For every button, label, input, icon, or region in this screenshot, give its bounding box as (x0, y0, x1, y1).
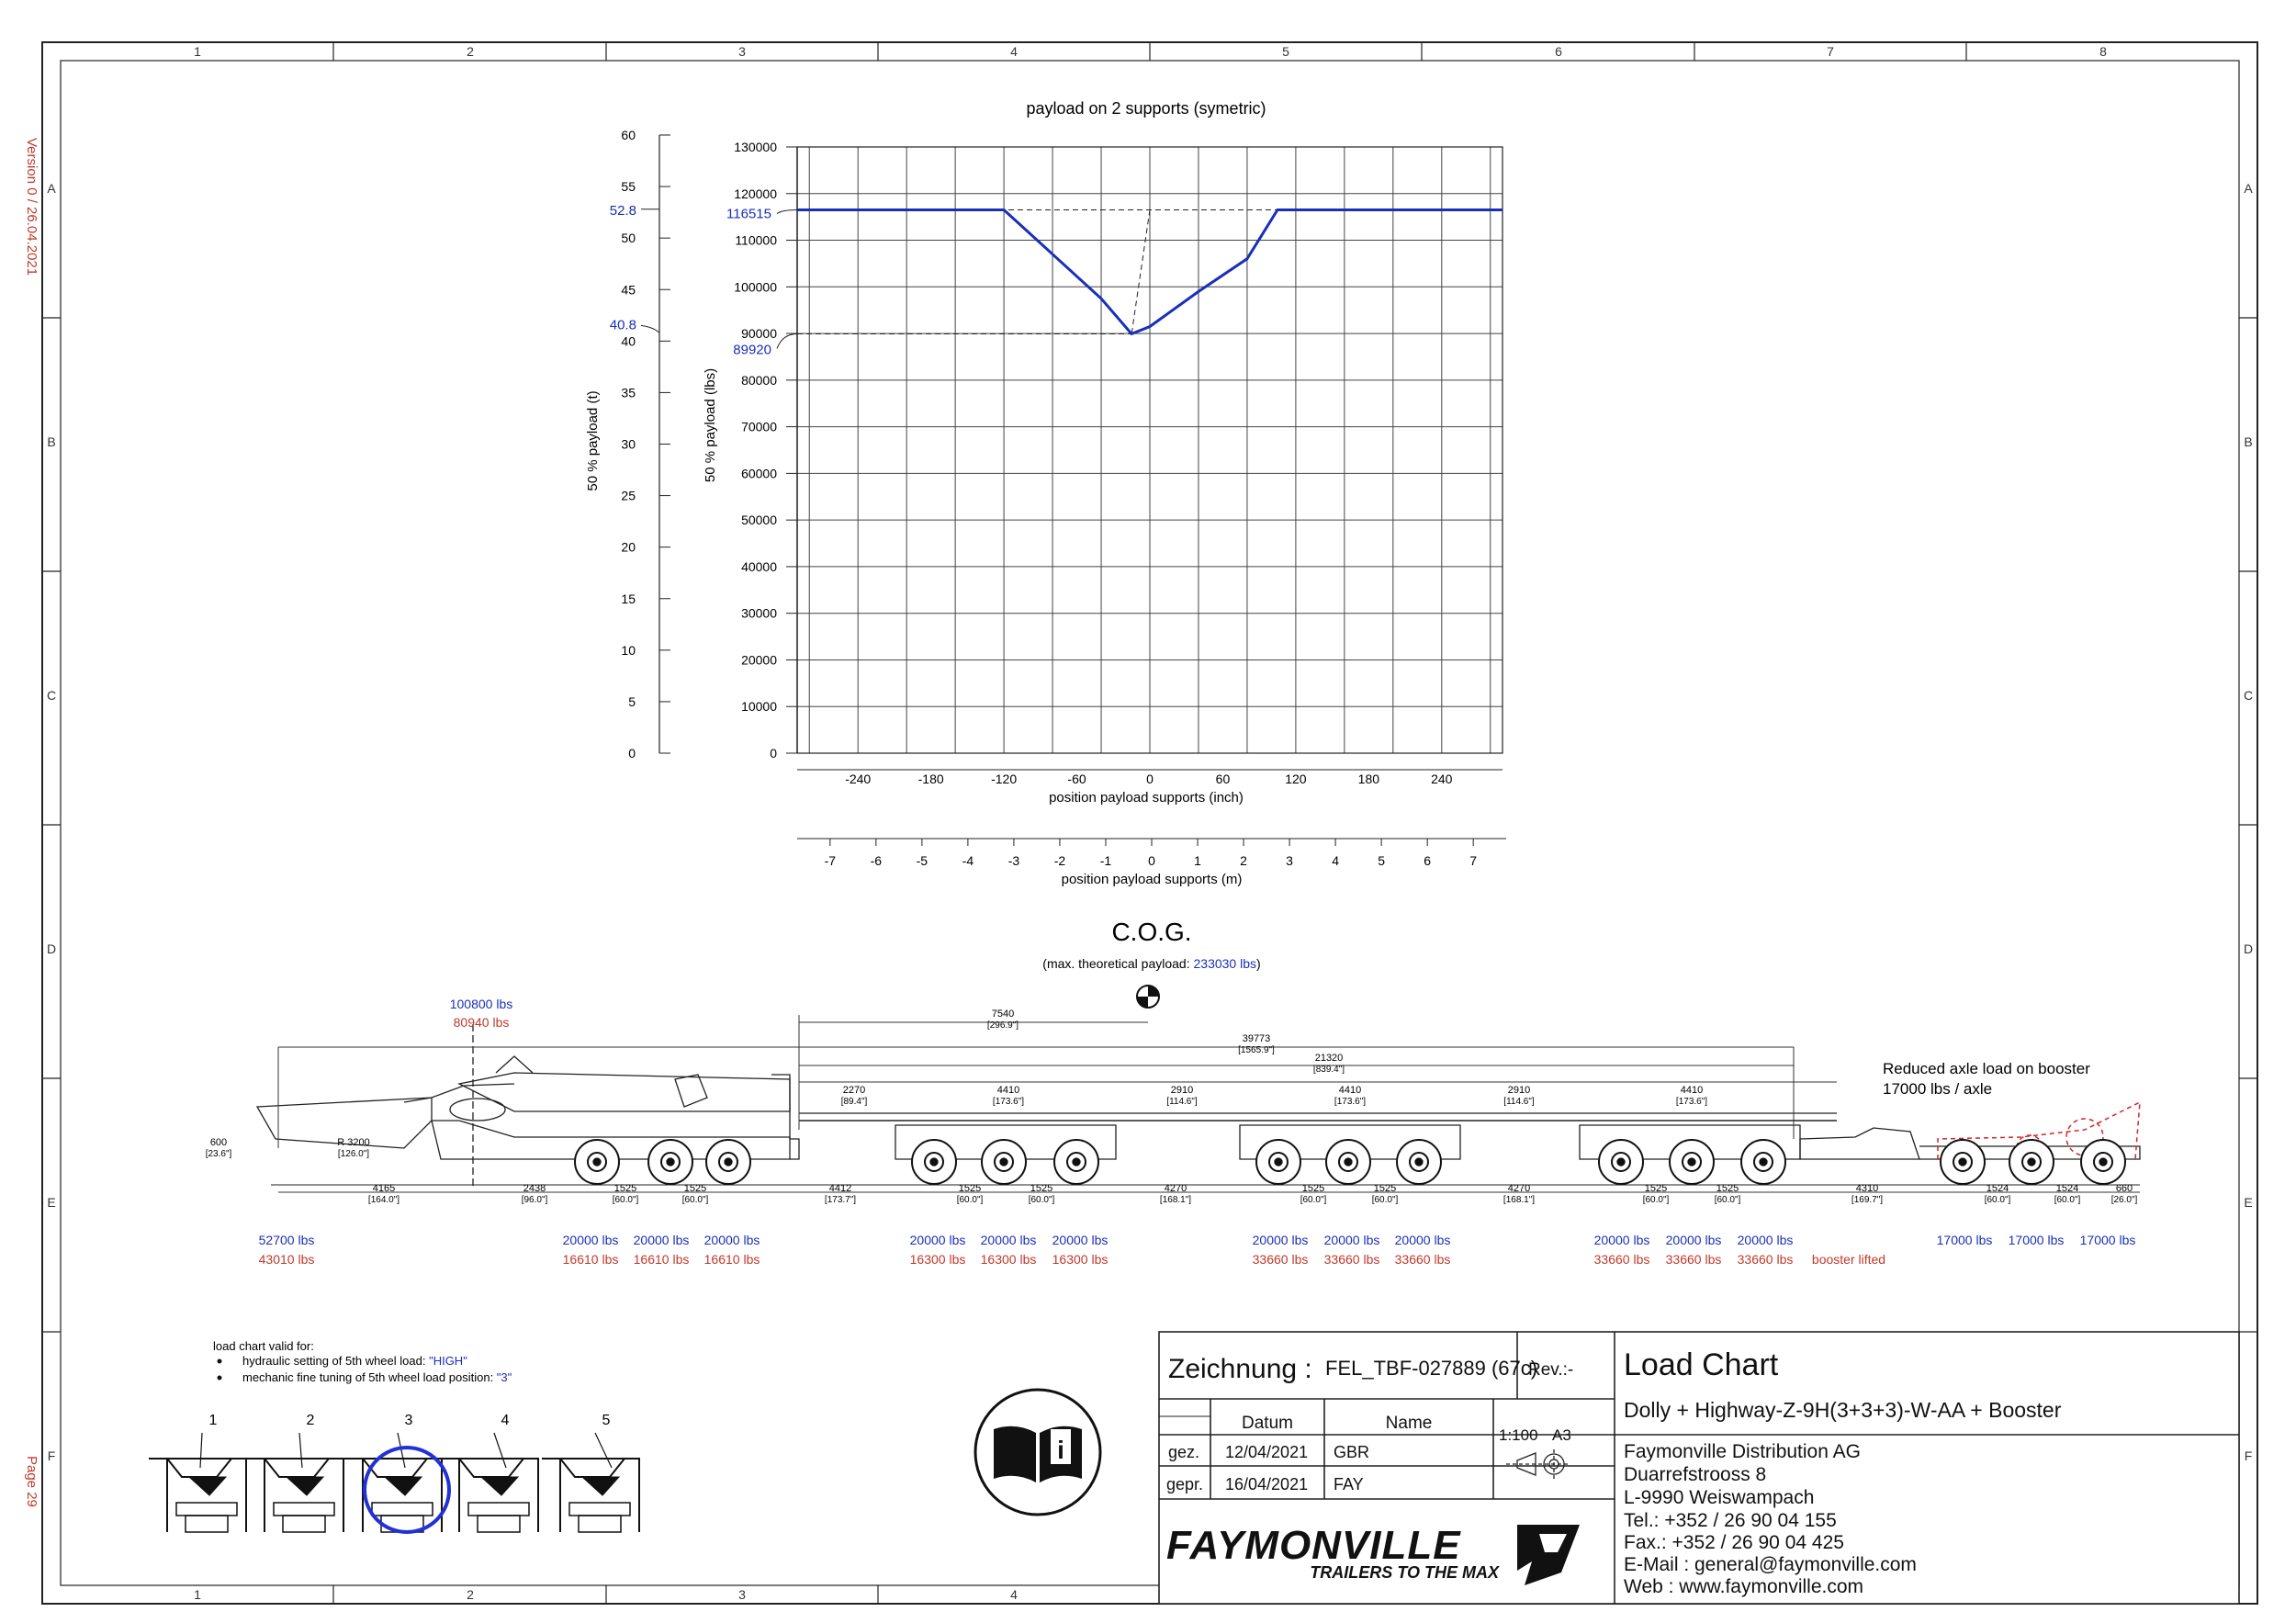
wheel-axle-icon (1073, 1158, 1080, 1166)
company-street: Duarrefstrooss 8 (1624, 1464, 1767, 1485)
dimension-inch: [164.0"] (367, 1195, 400, 1205)
position-label: 1 (208, 1413, 218, 1428)
row-label: E (47, 1195, 56, 1210)
frame-lines (149, 1459, 246, 1532)
col-label: 1 (194, 44, 201, 59)
axle-load-blue: 20000 lbs (703, 1233, 760, 1247)
col-label: 3 (738, 44, 746, 59)
cog-section (1042, 918, 1260, 1008)
doc-subtitle: Dolly + Highway-Z-9H(3+3+3)-W-AA + Booster (1624, 1398, 2062, 1422)
valid-note-line1: hydraulic setting of 5th wheel load: "HIGH" (242, 1354, 467, 1368)
company-tel: Tel.: +352 / 26 90 04 155 (1624, 1510, 1837, 1531)
row-label: B (47, 434, 56, 449)
col-label: 5 (1282, 44, 1289, 59)
y-tick-label-t: 0 (628, 746, 636, 761)
col-label: 2 (467, 1587, 474, 1602)
wheel-axle-icon (1617, 1158, 1625, 1166)
x-tick-label-inch: -180 (917, 772, 944, 786)
wheel-axle-icon (1000, 1158, 1007, 1166)
gez-date: 12/04/2021 (1225, 1443, 1309, 1461)
base (176, 1503, 237, 1516)
x-tick-label-inch: -120 (991, 772, 1018, 786)
x-tick-label-m: -5 (916, 853, 929, 868)
dimension-value: 1525 (1373, 1183, 1397, 1194)
dimension-value: 4410 (996, 1085, 1020, 1096)
row-label: A (47, 181, 56, 196)
row-label: D (2243, 941, 2254, 956)
dimension-value: 4270 (1507, 1183, 1531, 1194)
axle-load-blue: 20000 lbs (1394, 1233, 1451, 1247)
x-tick-label-m: 0 (1148, 853, 1155, 868)
wheel-axle-icon (667, 1158, 674, 1166)
x-tick-label-m: 7 (1469, 853, 1478, 868)
valid-note-line2: mechanic fine tuning of 5th wheel load position: "3" (242, 1370, 512, 1384)
y-tick-label-lbs: 60000 (741, 466, 777, 481)
axle-load-blue: 20000 lbs (1593, 1233, 1650, 1247)
chart-grid (797, 147, 1503, 753)
frame-lines (441, 1459, 538, 1532)
dimension-inch: [89.4"] (840, 1097, 868, 1107)
company-email: E-Mail : general@faymonville.com (1624, 1554, 1917, 1575)
leader (398, 1433, 405, 1468)
x-axis-label-m: position payload supports (m) (1061, 872, 1243, 887)
axle-load-blue: 20000 lbs (1737, 1233, 1794, 1247)
position-5-icon (542, 1413, 639, 1532)
x-tick-label-m: 2 (1240, 853, 1247, 868)
axle-load-blue: 20000 lbs (633, 1233, 690, 1247)
y-tick-label-lbs: 100000 (734, 279, 777, 295)
payload-chart (585, 99, 1506, 887)
wheel-axle-icon (1959, 1158, 1966, 1166)
name-header: Name (1385, 1414, 1433, 1433)
column (283, 1516, 325, 1532)
company-city: L-9990 Weiswampach (1624, 1487, 1815, 1508)
dimension-inch: [169.7"] (1851, 1195, 1884, 1205)
max-value-t-label: 52.8 (609, 202, 636, 219)
wheel-group (575, 1140, 2125, 1184)
dimension-value: 2910 (1507, 1085, 1531, 1096)
position-3-icon (344, 1413, 449, 1532)
dimension-inch: [60.0"] (1984, 1195, 2011, 1205)
position-1-icon (149, 1413, 246, 1532)
base (468, 1503, 529, 1516)
dimension-value: 4410 (1680, 1085, 1704, 1096)
axle-load-blue: 17000 lbs (2079, 1233, 2136, 1247)
y-tick-label-lbs: 110000 (735, 232, 777, 248)
kingpin (287, 1477, 323, 1495)
dimension-labels (206, 1009, 2138, 1205)
x-tick-label-inch: 120 (1285, 772, 1307, 786)
y-tick-label-lbs: 30000 (741, 605, 777, 621)
col-label: 4 (1010, 44, 1018, 59)
min-value-lbs-label: 89920 (733, 342, 771, 358)
plate (560, 1459, 625, 1477)
row-label: A (2244, 181, 2253, 196)
y-tick-label-lbs: 80000 (741, 372, 777, 388)
position-label: 4 (501, 1413, 510, 1428)
y-tick-label-lbs: 20000 (741, 652, 777, 668)
axle-load-red: 33660 lbs (1394, 1252, 1451, 1267)
x-tick-label-m: -3 (1007, 853, 1020, 868)
column (478, 1516, 520, 1532)
wheel-axle-icon (1345, 1158, 1352, 1166)
dimension-inch: [60.0"] (1714, 1195, 1741, 1205)
dimension-inch: [60.0"] (1028, 1195, 1055, 1205)
dimension-value: 1525 (958, 1183, 982, 1194)
axle-load-blue: 20000 lbs (1665, 1233, 1722, 1247)
dimension-inch: [173.6"] (1675, 1097, 1708, 1107)
valid-note (213, 1339, 512, 1384)
dimension-value: 1524 (1986, 1183, 2009, 1194)
column (579, 1516, 621, 1532)
wheel-axle-icon (593, 1158, 601, 1166)
y-tick-label-lbs: 40000 (741, 558, 777, 574)
dimension-inch: [60.0"] (2054, 1195, 2081, 1205)
position-label: 2 (306, 1413, 315, 1428)
axle-load-red: 33660 lbs (1252, 1252, 1309, 1267)
axle-load-red: 16610 lbs (562, 1252, 619, 1267)
wheel-axle-icon (2028, 1158, 2035, 1166)
dimension-value: 2438 (523, 1183, 546, 1194)
dimension-inch: [1565.9"] (1238, 1045, 1275, 1055)
dimension-inch: [60.0"] (956, 1195, 984, 1205)
y-tick-label-t: 35 (621, 385, 636, 400)
dimension-value: 4410 (1338, 1085, 1362, 1096)
dimension-inch: [60.0"] (681, 1195, 709, 1205)
x-tick-label-inch: -60 (1067, 772, 1086, 786)
dimension-inch: [26.0"] (2110, 1195, 2138, 1205)
axle-load-blue: 20000 lbs (1323, 1233, 1380, 1247)
y-tick-label-t: 10 (621, 642, 636, 658)
kingpin (582, 1477, 619, 1495)
base (569, 1503, 630, 1516)
col-label: 4 (1010, 1587, 1018, 1602)
x-tick-label-m: -4 (962, 853, 974, 868)
axle-load-blue: 17000 lbs (2008, 1233, 2065, 1247)
wheel-axle-icon (930, 1158, 938, 1166)
kingpin (189, 1477, 226, 1495)
axle-load-blue: 20000 lbs (980, 1233, 1037, 1247)
dimension-value: 1525 (1301, 1183, 1325, 1194)
dimension-inch: [60.0"] (1642, 1195, 1670, 1205)
axle-load-blue: 20000 lbs (1252, 1233, 1309, 1247)
leader (299, 1433, 302, 1468)
row-label: C (46, 688, 57, 703)
axle-load-red: 16300 lbs (1052, 1252, 1109, 1267)
company-name: Faymonville Distribution AG (1624, 1441, 1861, 1462)
dimension-inch: [114.6"] (1503, 1097, 1535, 1107)
brand-slogan: TRAILERS TO THE MAX (1310, 1563, 1499, 1582)
kingpin-load-blue: 100800 lbs (449, 997, 513, 1011)
leader-min-t (641, 325, 659, 332)
axle-load-red: 16610 lbs (633, 1252, 690, 1267)
y-tick-label-t: 25 (621, 488, 636, 503)
y-tick-label-lbs: 90000 (741, 326, 777, 342)
axle-load-red: 33660 lbs (1593, 1252, 1650, 1267)
dimension-inch: [23.6"] (205, 1149, 232, 1159)
dimension-value: 21320 (1314, 1053, 1344, 1064)
col-label: 7 (1827, 44, 1834, 59)
drawing-number: FEL_TBF-027889 (67c) (1325, 1357, 1538, 1380)
x-tick-label-m: 1 (1194, 853, 1201, 868)
x-tick-label-m: 4 (1332, 853, 1340, 868)
cog-title: C.O.G. (1111, 918, 1192, 946)
base (372, 1503, 433, 1516)
fifth-wheel-positions (149, 1413, 639, 1532)
column (186, 1516, 228, 1532)
scale: 1:100 (1499, 1426, 1538, 1444)
axle-load-blue: 20000 lbs (1052, 1233, 1109, 1247)
plate (167, 1459, 231, 1477)
row-label: F (2244, 1448, 2253, 1463)
kingpin-load-red: 80940 lbs (453, 1015, 510, 1030)
row-label: C (2243, 688, 2254, 703)
valid-note-title: load chart valid for: (213, 1339, 314, 1353)
position-label: 5 (602, 1413, 611, 1428)
x-tick-label-m: -1 (1099, 853, 1112, 868)
y-tick-label-t: 30 (621, 436, 636, 452)
leader (494, 1433, 506, 1468)
y-axis-label-t: 50 % payload (t) (585, 390, 601, 491)
x-tick-label-m: 6 (1424, 853, 1432, 868)
axle-load-red: 33660 lbs (1737, 1252, 1794, 1267)
wheel-axle-icon (2099, 1158, 2107, 1166)
dimension-value: 4310 (1855, 1183, 1879, 1194)
axle-load-red: 33660 lbs (1323, 1252, 1380, 1267)
x-tick-label-m: -6 (870, 853, 883, 868)
col-label: 6 (1555, 44, 1562, 59)
y-tick-label-t: 50 (621, 231, 636, 246)
brand-name: FAYMONVILLE (1166, 1523, 1461, 1568)
dimension-value: 2910 (1170, 1085, 1194, 1096)
min-value-t-label: 40.8 (609, 317, 636, 333)
x-tick-label-m: -2 (1053, 853, 1066, 868)
col-label: 8 (2099, 44, 2107, 59)
manual-info-icon (975, 1390, 1100, 1515)
x-axis-label-inch: position payload supports (inch) (1049, 790, 1244, 806)
x-tick-label-inch: -240 (845, 772, 872, 786)
x-tick-label-m: 3 (1286, 853, 1293, 868)
frame-lines (542, 1459, 639, 1532)
col-label: 2 (467, 44, 474, 59)
y-tick-label-lbs: 10000 (741, 699, 777, 715)
y-tick-label-t: 45 (621, 282, 636, 298)
row-label: B (2244, 434, 2253, 449)
version-text: Version 0 / 26.04.2021 (24, 138, 39, 276)
y-axis-label-lbs: 50 % payload (lbs) (703, 367, 718, 483)
y-tick-label-lbs: 70000 (741, 419, 777, 434)
x-tick-label-inch: 60 (1215, 772, 1231, 786)
position-4-icon (441, 1413, 538, 1532)
dimension-inch: [168.1"] (1503, 1195, 1536, 1205)
dimension-value: 4412 (828, 1183, 852, 1194)
dimension-inch: [296.9"] (986, 1020, 1019, 1031)
max-value-lbs-label: 116515 (726, 206, 771, 222)
axle-load-red: 16610 lbs (703, 1252, 760, 1267)
dimension-inch: [96.0"] (521, 1195, 548, 1205)
position-2-icon (246, 1413, 343, 1532)
x-tick-label-inch: 240 (1431, 772, 1453, 786)
dimension-inch: [60.0"] (1300, 1195, 1327, 1205)
doc-title: Load Chart (1624, 1347, 1779, 1382)
leader-max-lbs (777, 209, 797, 213)
axle-load-red: 33660 lbs (1665, 1252, 1722, 1267)
base (274, 1503, 334, 1516)
chart-axes (621, 128, 1506, 868)
frame-lines (246, 1459, 343, 1532)
wheel-axle-icon (1275, 1158, 1282, 1166)
col-label: 1 (194, 1587, 201, 1602)
x-tick-label-m: -7 (824, 853, 837, 868)
y-tick-label-lbs: 120000 (734, 186, 777, 201)
dimension-inch: [60.0"] (612, 1195, 639, 1205)
zeichnung-label: Zeichnung : (1168, 1354, 1312, 1384)
axle-load-red: 16300 lbs (909, 1252, 966, 1267)
dimension-value: 1524 (2055, 1183, 2079, 1194)
dimension-value: 600 (209, 1137, 228, 1148)
booster-note-line1: Reduced axle load on booster (1883, 1060, 2090, 1077)
axle-load-table (259, 1233, 2136, 1267)
chart-title: payload on 2 supports (symetric) (1026, 99, 1266, 118)
leader (595, 1433, 612, 1468)
y-tick-label-t: 20 (621, 539, 636, 555)
cog-note: (max. theoretical payload: 233030 lbs) (1042, 956, 1261, 971)
axle-load-blue: 20000 lbs (562, 1233, 619, 1247)
dimension-value: 1525 (613, 1183, 637, 1194)
dimension-inch: [126.0"] (337, 1149, 370, 1159)
trailer-drawing (257, 1015, 2140, 1192)
dimension-value: 1525 (683, 1183, 707, 1194)
axle-load-red: 16300 lbs (980, 1252, 1037, 1267)
y-tick-label-lbs: 50000 (741, 513, 777, 528)
y-tick-label-lbs: 0 (770, 746, 777, 761)
datum-header: Datum (1242, 1414, 1293, 1433)
gepr-label: gepr. (1166, 1475, 1204, 1493)
wheel-axle-icon (725, 1158, 732, 1166)
axle-load-blue: 17000 lbs (1936, 1233, 1993, 1247)
wheel-axle-icon (1760, 1158, 1767, 1166)
dimension-inch: [114.6"] (1166, 1097, 1198, 1107)
dimension-value: 4270 (1164, 1183, 1187, 1194)
booster-note-line2: 17000 lbs / axle (1883, 1080, 1993, 1098)
gepr-date: 16/04/2021 (1225, 1475, 1309, 1493)
x-tick-label-inch: 180 (1357, 772, 1380, 786)
kingpin (385, 1477, 422, 1495)
axle-load-blue: 20000 lbs (909, 1233, 966, 1247)
y-tick-label-t: 40 (621, 333, 636, 349)
axle-load-red: booster lifted (1811, 1252, 1886, 1267)
cog-symbol-icon (1137, 986, 1159, 1008)
cog-ref-line (1131, 209, 1150, 333)
axle-load-blue: 52700 lbs (258, 1233, 315, 1247)
wheel-axle-icon (1415, 1158, 1423, 1166)
plate (264, 1459, 329, 1477)
y-tick-label-lbs: 130000 (734, 140, 777, 154)
y-tick-label-t: 15 (621, 591, 636, 606)
frame-lines (344, 1459, 442, 1532)
x-tick-label-inch: 0 (1146, 772, 1154, 786)
dimension-value: 39773 (1242, 1033, 1271, 1044)
x-tick-label-m: 5 (1378, 853, 1386, 868)
dimension-value: 7540 (991, 1009, 1015, 1020)
axle-load-red: 43010 lbs (258, 1252, 315, 1267)
y-tick-label-t: 5 (628, 693, 636, 709)
paper-format: A3 (1552, 1426, 1571, 1444)
dimension-value: 1525 (1716, 1183, 1739, 1194)
company-web: Web : www.faymonville.com (1624, 1576, 1864, 1597)
row-label: D (46, 941, 57, 956)
dimension-inch: [173.7"] (824, 1195, 857, 1205)
page-number: Page 29 (24, 1456, 39, 1507)
gez-label: gez. (1168, 1443, 1200, 1461)
kingpin (481, 1477, 518, 1495)
dimension-inch: [60.0"] (1371, 1195, 1399, 1205)
dimension-inch: [173.6"] (1334, 1097, 1367, 1107)
dimension-value: 1525 (1644, 1183, 1668, 1194)
dimension-value: 660 (2115, 1183, 2133, 1194)
dimension-inch: [168.1"] (1159, 1195, 1192, 1205)
leader (200, 1433, 202, 1468)
dimension-inch: [839.4"] (1312, 1065, 1345, 1075)
leader-min-lbs (777, 333, 797, 348)
plate (459, 1459, 523, 1477)
dimension-value: 1525 (1030, 1183, 1053, 1194)
info-letter: i (1057, 1436, 1064, 1464)
y-tick-label-t: 60 (621, 128, 636, 142)
dimension-value: 4165 (372, 1183, 396, 1194)
company-fax: Fax.: +352 / 26 90 04 425 (1624, 1532, 1844, 1553)
gez-name: GBR (1334, 1443, 1370, 1461)
dimension-value: R 3200 (337, 1137, 370, 1148)
gepr-name: FAY (1334, 1475, 1364, 1493)
y-tick-label-t: 55 (621, 179, 636, 195)
row-label: F (47, 1448, 56, 1463)
revision-label: Rev.:- (1528, 1360, 1574, 1380)
wheel-axle-icon (1688, 1158, 1695, 1166)
dimension-inch: [173.6"] (992, 1097, 1025, 1107)
col-label: 3 (738, 1587, 746, 1602)
position-label: 3 (404, 1413, 413, 1428)
dimension-value: 2270 (842, 1085, 866, 1096)
row-label: E (2244, 1195, 2253, 1210)
